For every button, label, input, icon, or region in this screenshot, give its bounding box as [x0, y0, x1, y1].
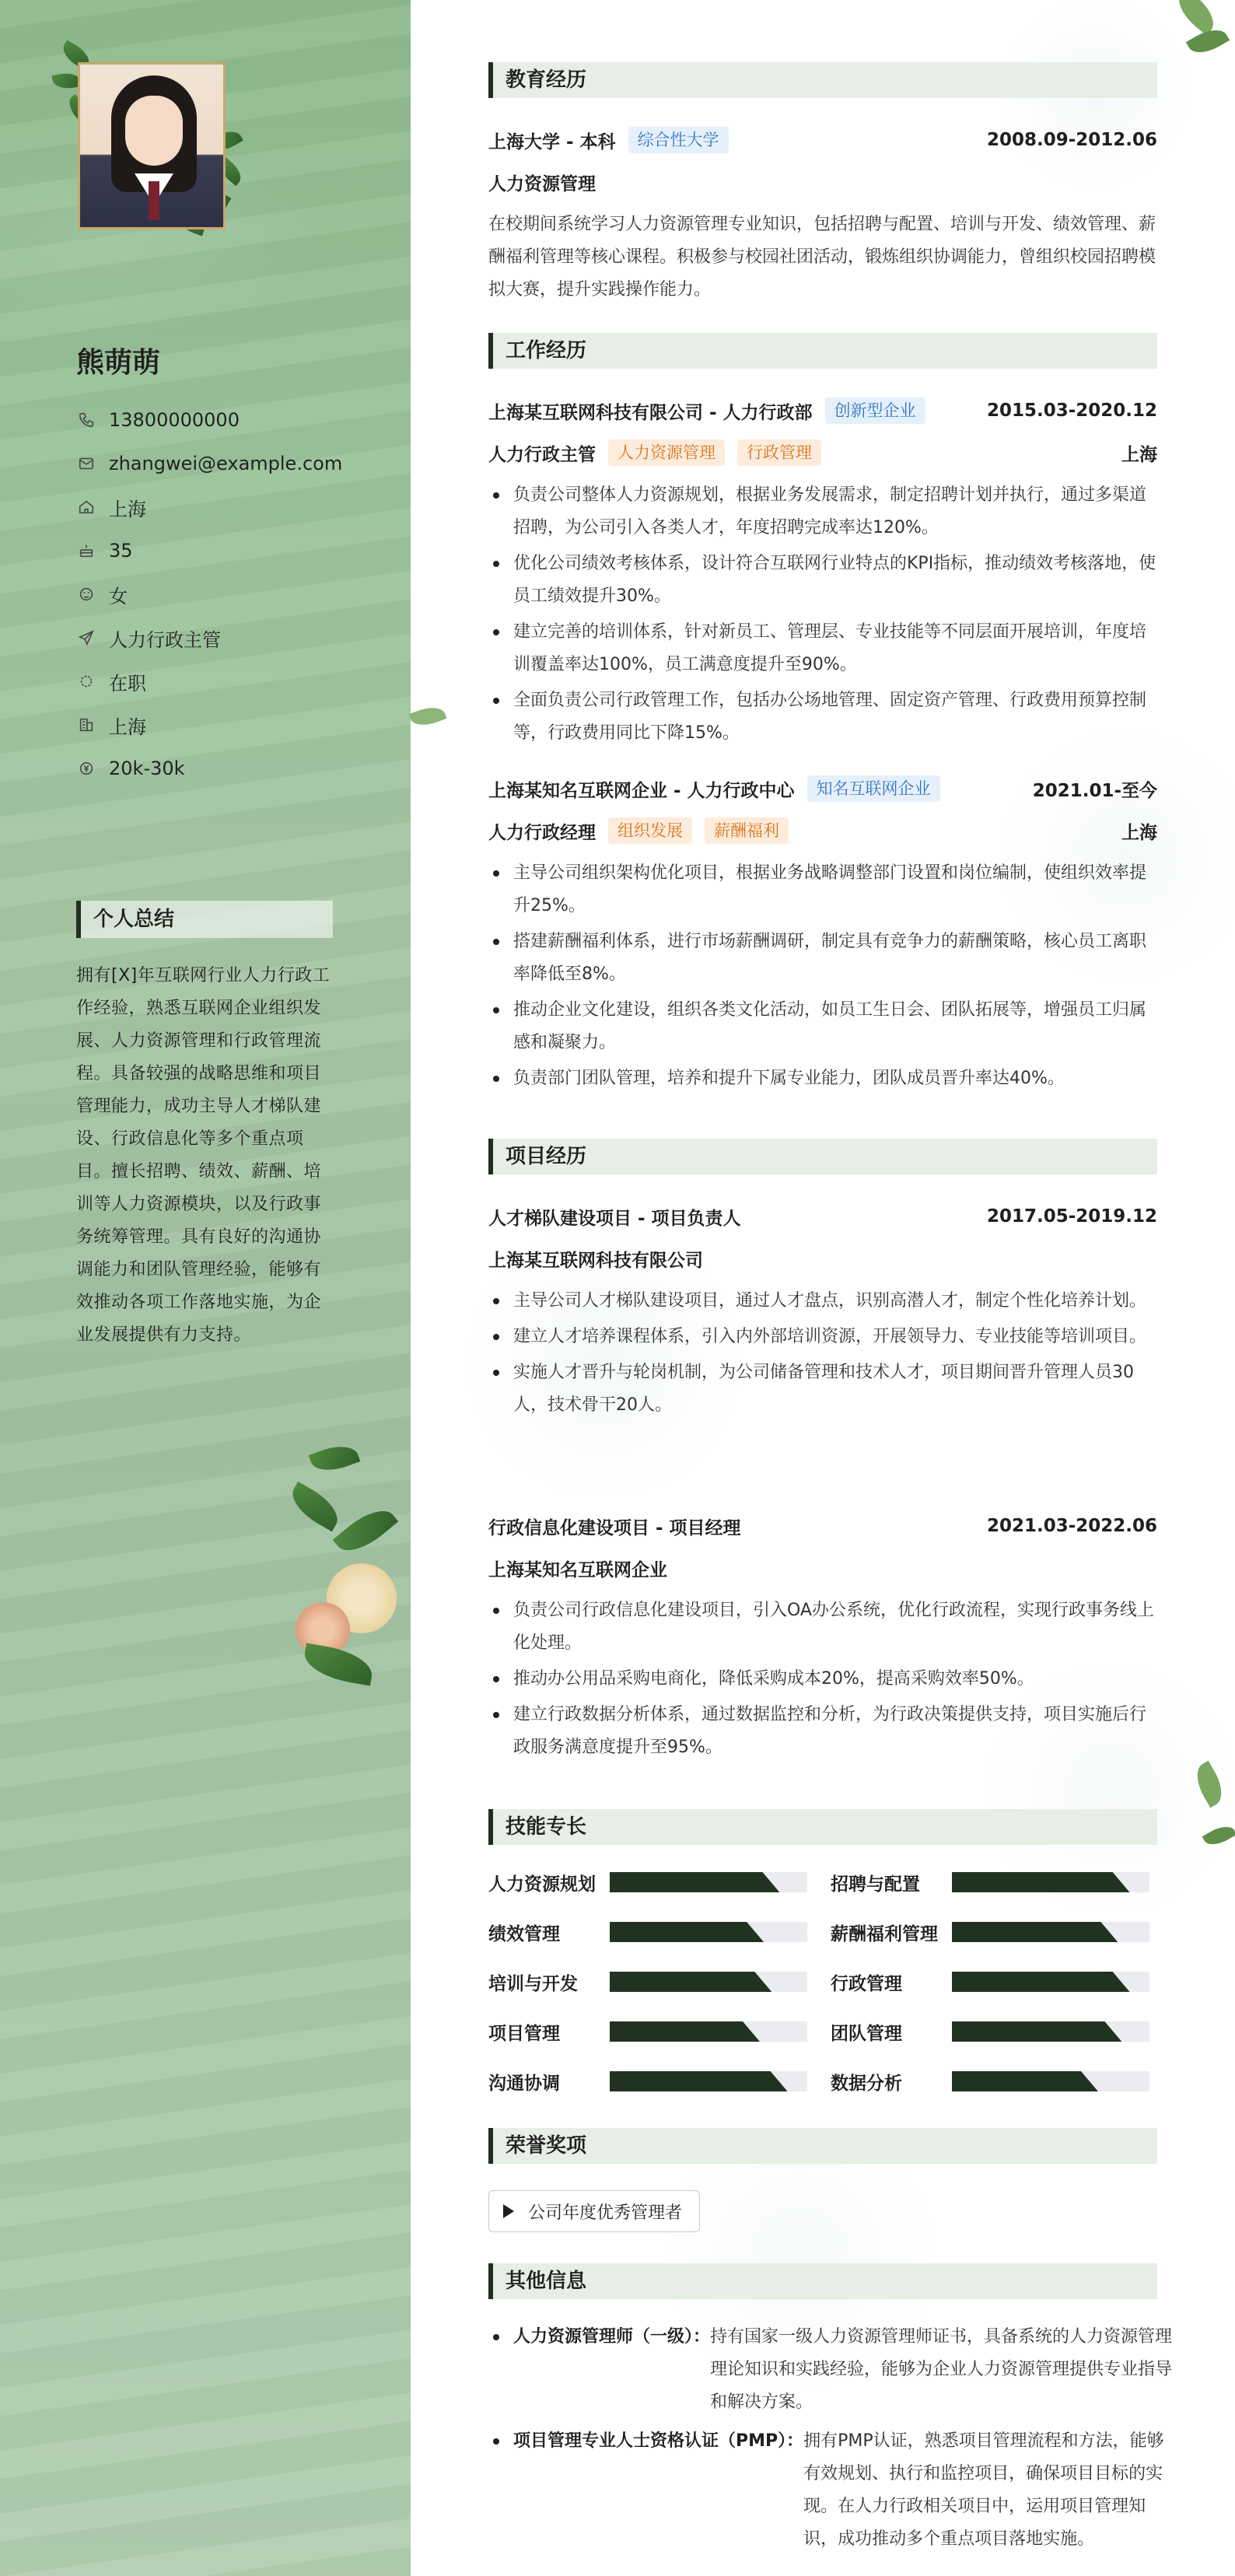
- list-item: 负责公司整体人力资源规划，根据业务发展需求，制定招聘计划并执行，通过多渠道招聘，为公司引入各类人才，年度招聘完成率达120%。: [488, 479, 1157, 544]
- skill-bar-fill: [610, 1972, 771, 1992]
- award-text: 公司年度优秀管理者: [528, 2203, 683, 2223]
- info-salary: [76, 747, 387, 790]
- skill-bar-fill: [610, 2071, 788, 2091]
- list-item: 搭建薪酬福利体系，进行市场薪酬调研，制定具有竞争力的薪酬策略，核心员工离职率降低至8%。: [488, 926, 1157, 991]
- project-1-bullets: [488, 1285, 1157, 1425]
- skill-item: [831, 2016, 1149, 2047]
- skill-bar-fill: [610, 1922, 764, 1942]
- summary-text: 拥有[X]年互联网行业人力行政工作经验，熟悉互联网企业组织发展、人力资源管理和行政管理流程。具备较强的战略思维和项目管理能力，成功主导人才梯队建设、行政信息化等多个重点项目。擅长招聘、绩效、薪酬、培训等人力资源模块，以及行政事务统筹管理。具有良好的沟通协调能力和团队管理经验，能够有效推动各项工作落地实施，为企业发展提供有力支持。: [76, 966, 331, 1345]
- salary-text: 20k-30k: [109, 758, 185, 779]
- list-item: 负责部门团队管理，培养和提升下属专业能力，团队成员晋升率达40%。: [488, 1062, 1157, 1095]
- status-icon: [76, 671, 96, 691]
- project-2-name: 行政信息化建设项目 - 项目经理: [488, 1517, 741, 1538]
- skill-bar: [610, 1922, 807, 1942]
- location-text: 上海: [109, 498, 146, 520]
- job-1-tag: 创新型企业: [825, 397, 925, 424]
- list-item: 建立行政数据分析体系，通过数据监控和分析，为行政决策提供支持，项目实施后行政服务满意度提升至95%。: [488, 1699, 1157, 1764]
- home-icon: [76, 497, 96, 517]
- education-title: 教育经历: [488, 62, 1157, 98]
- job-2-tag: 知名互联网企业: [807, 775, 940, 802]
- main-content: [411, 0, 1235, 2576]
- other-title: 其他信息: [488, 2263, 1157, 2299]
- other-key: 人力资源管理师（一级）：: [513, 2327, 711, 2347]
- list-item: 主导公司组织架构优化项目，根据业务战略调整部门设置和岗位编制，使组织效率提升25%。: [488, 857, 1157, 922]
- skill-name: 人力资源规划: [488, 1874, 596, 1895]
- project-2-period: 2021.03-2022.06: [986, 1516, 1157, 1536]
- other-list: [488, 2321, 1173, 2562]
- list-item: 建立完善的培训体系，针对新员工、管理层、专业技能等不同层面开展培训，年度培训覆盖率达100%，员工满意度提升至90%。: [488, 616, 1157, 681]
- skill-item: [488, 2016, 807, 2047]
- gender-icon: [76, 584, 96, 604]
- skill-bar-fill: [952, 1872, 1130, 1892]
- info-gender: [76, 572, 387, 616]
- skill-bar: [610, 1872, 807, 1892]
- list-item: [488, 2321, 1173, 2419]
- skill-bar: [610, 2071, 807, 2091]
- project-2-bullets: [488, 1594, 1157, 1767]
- education-header: [488, 124, 1157, 156]
- mail-icon: [76, 453, 96, 474]
- job-1-company: 上海某互联网科技有限公司 - 人力行政部: [488, 402, 813, 423]
- job-1-skill-tag: 行政管理: [737, 439, 821, 466]
- job-1-period: 2015.03-2020.12: [986, 401, 1157, 421]
- job-1-skill-tag: 人力资源管理: [608, 439, 725, 466]
- skill-bar: [952, 2021, 1149, 2042]
- skill-bar: [952, 1872, 1149, 1892]
- job-1-role: 人力行政主管: [488, 444, 596, 465]
- job-2-role-row: [488, 815, 1157, 846]
- list-item: 优化公司绩效考核体系，设计符合互联网行业特点的KPI指标，推动绩效考核落地，使员工绩效提升30%。: [488, 548, 1157, 613]
- summary-title: 个人总结: [76, 901, 333, 938]
- project-1-company: 上海某互联网科技有限公司: [488, 1250, 703, 1271]
- info-phone: [76, 398, 387, 442]
- list-item: 建立人才培养课程体系，引入内外部培训资源，开展领导力、专业技能等培训项目。: [488, 1321, 1157, 1353]
- sidebar: [0, 0, 411, 2576]
- email-text: zhangwei@example.com: [109, 453, 343, 474]
- coin-icon: [76, 758, 96, 779]
- profile-name: 熊萌萌: [76, 347, 161, 379]
- status-text: 在职: [109, 672, 146, 695]
- job-2-city: 上海: [1121, 822, 1157, 843]
- skill-name: 薪酬福利管理: [831, 1923, 938, 1944]
- skill-name: 招聘与配置: [831, 1874, 920, 1895]
- photo-frame: [61, 47, 240, 233]
- education-school: 上海大学 - 本科: [488, 131, 616, 152]
- info-status: [76, 660, 387, 703]
- age-text: 35: [109, 540, 133, 562]
- phone-text: 13800000000: [109, 409, 240, 431]
- other-value: 持有国家一级人力资源管理师证书，具备系统的人力资源管理理论知识和实践经验，能够为企业人力资源管理提供专业指导和解决方案。: [710, 2327, 1173, 2412]
- skill-bar: [610, 2021, 807, 2042]
- project-1-name: 人才梯队建设项目 - 项目负责人: [488, 1208, 741, 1229]
- info-age: [76, 529, 387, 572]
- job-2-skill-tag: 组织发展: [608, 817, 692, 844]
- skill-bar: [952, 2071, 1149, 2091]
- info-location: [76, 485, 387, 529]
- info-position: [76, 616, 387, 660]
- job-1-role-row: [488, 437, 1157, 468]
- skill-name: 绩效管理: [488, 1923, 560, 1944]
- skills-title: 技能专长: [488, 1809, 1157, 1845]
- project-1-header: [488, 1201, 1157, 1232]
- send-icon: [76, 628, 96, 648]
- target-city-text: 上海: [109, 716, 146, 738]
- skill-name: 培训与开发: [488, 1973, 578, 1994]
- skill-name: 数据分析: [831, 2073, 902, 2094]
- skill-bar: [952, 1922, 1149, 1942]
- skill-bar-fill: [952, 2021, 1121, 2042]
- skill-bar-fill: [610, 2021, 760, 2042]
- job-2-skill-tag: 薪酬福利: [705, 817, 789, 844]
- education-period: 2008.09-2012.06: [986, 130, 1157, 150]
- award-item: [488, 2190, 700, 2232]
- skill-name: 项目管理: [488, 2023, 560, 2044]
- skill-bar: [610, 1972, 807, 1992]
- gender-text: 女: [109, 585, 128, 607]
- awards-title: 荣誉奖项: [488, 2128, 1157, 2164]
- skill-item: [488, 1867, 807, 1898]
- skill-name: 行政管理: [831, 1973, 902, 1994]
- list-item: 推动企业文化建设，组织各类文化活动，如员工生日会、团队拓展等，增强员工归属感和凝聚力。: [488, 994, 1157, 1059]
- skill-bar-fill: [610, 1872, 779, 1892]
- list-item: 主导公司人才梯队建设项目，通过人才盘点，识别高潜人才，制定个性化培养计划。: [488, 1285, 1157, 1318]
- contact-info: [76, 398, 387, 790]
- other-value: 拥有PMP认证，熟悉项目管理流程和方法，能够有效规划、执行和监控项目，确保项目目标的实现。在人力行政相关项目中，运用项目管理知识，成功推动多个重点项目落地实施。: [803, 2431, 1164, 2549]
- projects-title: 项目经历: [488, 1139, 1157, 1174]
- job-2-period: 2021.01-至今: [1032, 780, 1157, 801]
- flower-decoration: [288, 1447, 411, 1696]
- skill-name: 沟通协调: [488, 2073, 560, 2094]
- job-1-bullets: [488, 479, 1157, 753]
- skill-item: [488, 1916, 807, 1948]
- skill-bar-fill: [952, 1972, 1130, 1992]
- project-1-period: 2017.05-2019.12: [986, 1206, 1157, 1227]
- list-item: 负责公司行政信息化建设项目，引入OA办公系统，优化行政流程，实现行政事务线上化处理。: [488, 1594, 1157, 1660]
- list-item: 推动办公用品采购电商化，降低采购成本20%，提高采购效率50%。: [488, 1663, 1157, 1696]
- education-tag: 综合性大学: [628, 127, 729, 153]
- job-1-header: [488, 395, 1157, 426]
- building-icon: [76, 715, 96, 735]
- job-2-bullets: [488, 857, 1157, 1098]
- education-major: 人力资源管理: [488, 173, 596, 194]
- skill-item: [831, 1966, 1149, 1997]
- skill-item: [488, 1966, 807, 1997]
- job-2-company: 上海某知名互联网企业 - 人力行政中心: [488, 780, 795, 801]
- info-email: [76, 442, 387, 485]
- job-2-header: [488, 773, 1157, 804]
- skill-item: [831, 2066, 1149, 2097]
- other-key: 项目管理专业人士资格认证（PMP）：: [513, 2431, 804, 2451]
- list-item: 全面负责公司行政管理工作，包括办公场地管理、固定资产管理、行政费用预算控制等，行政费用同比下降15%。: [488, 684, 1157, 750]
- avatar: [78, 62, 226, 229]
- phone-icon: [76, 410, 96, 430]
- skill-bar: [952, 1972, 1149, 1992]
- skill-item: [831, 1916, 1149, 1948]
- job-1-city: 上海: [1121, 444, 1157, 465]
- education-desc: 在校期间系统学习人力资源管理专业知识，包括招聘与配置、培训与开发、绩效管理、薪酬福利管理等核心课程。积极参与校园社团活动，锻炼组织协调能力，曾组织校园招聘模拟大赛，提升实践操作能力。: [488, 215, 1156, 299]
- skill-name: 团队管理: [831, 2023, 902, 2044]
- work-title: 工作经历: [488, 333, 1157, 369]
- skill-item: [831, 1867, 1149, 1898]
- skill-item: [488, 2066, 807, 2097]
- list-item: [488, 2425, 1173, 2556]
- play-icon: [503, 2204, 514, 2218]
- info-target-city: [76, 703, 387, 747]
- skill-bar-fill: [952, 1922, 1118, 1942]
- skill-bar-fill: [952, 2071, 1098, 2091]
- cake-icon: [76, 541, 96, 561]
- project-2-company: 上海某知名互联网企业: [488, 1559, 667, 1580]
- job-2-role: 人力行政经理: [488, 822, 596, 843]
- project-2-header: [488, 1510, 1157, 1542]
- list-item: 实施人才晋升与轮岗机制，为公司储备管理和技术人才，项目期间晋升管理人员30人，技术骨干20人。: [488, 1356, 1157, 1422]
- position-text: 人力行政主管: [109, 628, 221, 651]
